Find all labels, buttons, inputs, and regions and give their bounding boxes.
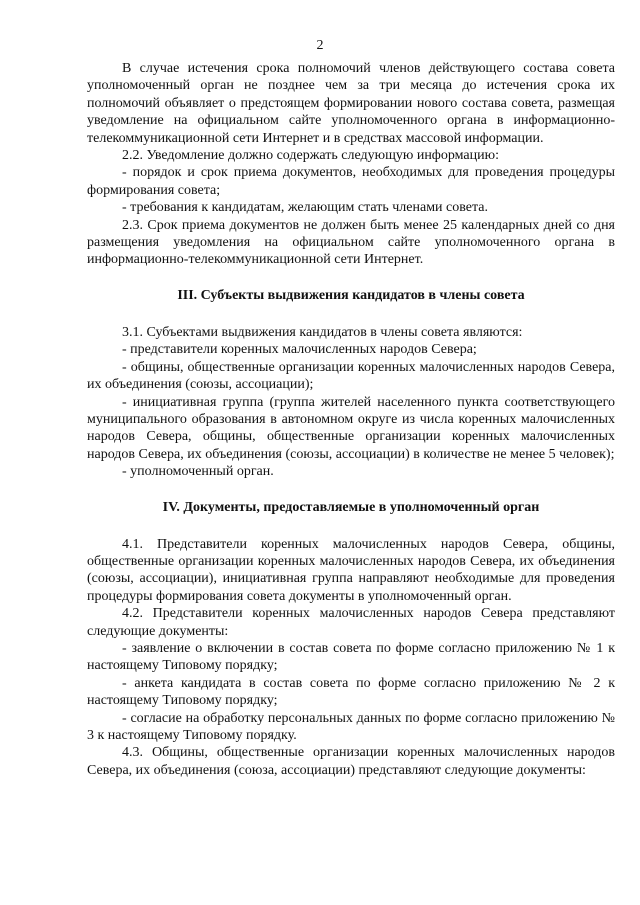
list-item-communities-organizations: - общины, общественные организации коренных малочисленных народов Севера, их объединения (союзы, ассоциации); xyxy=(87,359,615,393)
list-item-initiative-group: - инициативная группа (группа жителей населенного пункта соответствующего муниципального образования в автономном округе из числа коренных малочисленных народов Севера, общины, общественные организации коренных малочисленных народов Севера, их объединения (союзы, ассоциации) в количестве не менее 5 человек); xyxy=(87,394,615,462)
page-number: 2 xyxy=(316,38,324,53)
document-body xyxy=(87,60,615,779)
list-item-application: - заявление о включении в состав совета по форме согласно приложению № 1 к настоящему Типовому порядку; xyxy=(87,640,615,674)
list-item-authorized-body: - уполномоченный орган. xyxy=(122,464,274,480)
paragraph-2-3: 2.3. Срок приема документов не должен быть менее 25 календарных дней со дня размещения уведомления на официальном сайте уполномоченного органа в информационно-телекоммуникационной сети Интернет. xyxy=(87,217,615,268)
paragraph-4-1: 4.1. Представители коренных малочисленных народов Севера, общины, общественные организации коренных малочисленных народов Севера, их объединения (союзы, ассоциации), инициативная группа направляют необходимые для проведения процедуры формирования совета документы в уполномоченный орган. xyxy=(87,536,615,604)
paragraph-3-1: 3.1. Субъектами выдвижения кандидатов в члены совета являются: xyxy=(122,324,523,340)
paragraph-council-term-expiry: В случае истечения срока полномочий членов действующего состава совета уполномоченный орган не позднее чем за три месяца до истечения срока их полномочий объявляет о предстоящем формировании нового состава совета, размещая уведомление на официальном сайте уполномоченного органа в информационно-телекоммуникационной сети Интернет и в средствах массовой информации. xyxy=(87,61,615,146)
section-3-heading: III. Субъекты выдвижения кандидатов в члены совета xyxy=(177,287,525,303)
paragraph-4-3: 4.3. Общины, общественные организации коренных малочисленных народов Севера, их объединения (союза, ассоциации) представляют следующие документы: xyxy=(87,745,615,778)
paragraph-4-2: 4.2. Представители коренных малочисленных народов Севера представляют следующие документы: xyxy=(87,606,615,639)
section-4-heading: IV. Документы, предоставляемые в уполномоченный орган xyxy=(162,499,540,515)
list-item-indigenous-representatives: - представители коренных малочисленных народов Севера; xyxy=(122,342,477,358)
list-item-personal-data-consent: - согласие на обработку персональных данных по форме согласно приложению № 3 к настоящему Типовому порядку. xyxy=(87,710,615,743)
list-item-candidate-questionnaire: - анкета кандидата в состав совета по форме согласно приложению № 2 к настоящему Типовому порядку; xyxy=(87,675,615,709)
paragraph-2-2: 2.2. Уведомление должно содержать следующую информацию: xyxy=(122,148,499,164)
list-item-procedure-terms: - порядок и срок приема документов, необходимых для проведения процедуры формирования совета; xyxy=(87,165,615,198)
list-item-candidate-requirements: - требования к кандидатам, желающим стать членами совета. xyxy=(122,200,489,216)
